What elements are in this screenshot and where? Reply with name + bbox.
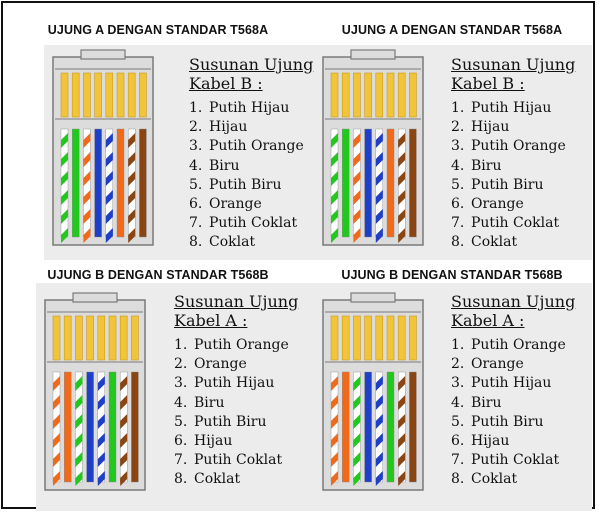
wire-order-item [189,214,313,233]
wire-hijau [387,372,394,482]
wire-order-item [189,137,313,156]
gold-pin [120,316,127,360]
item-number: 1. [174,337,188,353]
item-label: Putih Hijau [471,375,552,392]
gold-pin [376,73,383,117]
wire-base [365,129,372,237]
connector-latch [351,50,395,59]
legend-heading-line2: Kabel A : [451,311,525,330]
item-label: Hijau [194,433,233,450]
item-label: Hijau [209,119,248,136]
wire-order-item [451,374,575,393]
item-number: 5. [451,413,465,430]
gold-pin [128,73,135,117]
legend-heading-line1: Susunan Ujung [189,55,314,74]
wire-base [117,129,124,237]
item-label: Putih Biru [471,176,544,193]
item-label: Biru [194,394,225,411]
item-number: 2. [174,356,188,373]
item-number: 2. [451,356,465,373]
item-label: Putih Orange [471,138,566,155]
gold-pin [353,316,360,360]
wire-order-item [189,157,313,176]
connector-latch [81,50,125,59]
item-number: 8. [451,234,465,251]
wire-putih-orange [53,372,60,486]
gold-pin [53,316,60,360]
wire-coklat [409,129,416,237]
item-number: 3. [174,375,188,392]
wire-order-item [451,99,575,118]
wire-base [387,372,394,482]
wire-order-item [451,336,575,355]
connector-panel [11,258,305,513]
wire-base [139,129,146,237]
gold-pin [109,316,116,360]
gold-pin [376,316,383,360]
wire-putih-biru [98,372,105,486]
legend-heading-line1: Susunan Ujung [451,292,576,311]
wire-putih-hijau [331,129,338,243]
wire-order-item [174,355,298,374]
wire-order-item [189,233,313,252]
wire-order-item [451,432,575,451]
item-number: 4. [451,157,465,174]
wire-coklat [139,129,146,237]
item-label: Hijau [471,119,510,136]
item-number: 1. [189,100,203,116]
item-label: Orange [471,196,524,213]
connector-panel [11,11,314,266]
wire-order-item [189,195,313,214]
wire-biru [365,372,372,482]
item-number: 6. [451,433,465,450]
wire-putih-coklat [398,129,405,243]
item-number: 6. [189,196,203,213]
wire-base [342,129,349,237]
wire-order-item [451,470,575,489]
item-label: Biru [209,157,240,174]
item-label: Hijau [471,433,510,450]
item-label: Coklat [471,471,518,488]
item-number: 5. [189,176,203,193]
figure-frame [1,1,595,509]
wire-coklat [131,372,138,482]
wire-order-item [451,355,575,374]
item-label: Putih Biru [471,413,544,430]
item-number: 8. [189,234,203,251]
wire-order-legend [174,292,298,490]
wire-base [409,129,416,237]
wire-putih-orange [331,372,338,486]
wire-putih-coklat [128,129,135,243]
wire-putih-hijau [75,372,82,486]
wire-base [365,372,372,482]
wire-order-item [174,470,298,489]
item-label: Biru [471,394,502,411]
item-number: 7. [451,452,465,469]
wire-biru [365,129,372,237]
gold-pin [331,316,338,360]
gold-pin [98,316,105,360]
connector-latch [351,293,395,302]
wire-orange [387,129,394,237]
wire-order-item [451,394,575,413]
panel-title: UJUNG B DENGAN STANDAR T568B [47,268,269,282]
legend-heading-line1: Susunan Ujung [451,55,576,74]
connector-panel [305,258,599,513]
gold-pin [342,73,349,117]
item-number: 3. [189,138,203,155]
gold-pin [64,316,71,360]
panel-title: UJUNG A DENGAN STANDAR T568A [341,23,563,37]
gold-pin [75,316,82,360]
wire-order-item [451,118,575,137]
wire-orange [342,372,349,482]
item-number: 8. [451,471,465,488]
connector-latch [73,293,117,302]
gold-pin [342,316,349,360]
gold-pin [365,73,372,117]
wire-order-list [189,99,313,253]
item-number: 6. [174,433,188,450]
wire-order-item [189,99,313,118]
item-label: Orange [471,356,524,373]
wire-order-item [174,374,298,393]
wire-order-item [451,137,575,156]
gold-pin [95,73,102,117]
gold-pin [409,316,416,360]
wire-putih-orange [83,129,90,243]
gold-pin [106,73,113,117]
wire-hijau [109,372,116,482]
wire-order-item [451,214,575,233]
item-label: Coklat [209,234,256,251]
wire-base [409,372,416,482]
item-number: 3. [451,138,465,155]
wire-order-item [189,118,313,137]
item-label: Orange [194,356,247,373]
item-label: Putih Coklat [471,215,560,232]
item-number: 1. [451,337,465,353]
legend-heading-line1: Susunan Ujung [174,292,299,311]
rj45-connector [321,49,425,247]
legend-heading-line2: Kabel A : [174,311,248,330]
wire-order-list [451,336,575,490]
item-number: 7. [451,215,465,232]
gold-pin [409,73,416,117]
wire-base [109,372,116,482]
gold-pin [387,316,394,360]
gold-pin [331,73,338,117]
gold-pin [387,73,394,117]
item-number: 5. [174,413,188,430]
wire-order-list [174,336,298,490]
gold-pin [61,73,68,117]
wire-base [72,129,79,237]
rj45-connector [321,292,425,492]
wire-base [387,129,394,237]
gold-pin [87,316,94,360]
wire-order-item [451,176,575,195]
wire-coklat [409,372,416,482]
wire-order-item [174,451,298,470]
wire-order-item [451,195,575,214]
connector-panel [305,11,599,266]
wire-putih-coklat [398,372,405,486]
gold-pin [72,73,79,117]
gold-pin [117,73,124,117]
panel-title: UJUNG B DENGAN STANDAR T568B [341,268,563,282]
wire-order-item [174,336,298,355]
item-label: Putih Biru [194,413,267,430]
wire-order-legend [451,55,575,253]
item-label: Putih Hijau [209,100,290,116]
item-number: 4. [174,394,188,411]
gold-pin [83,73,90,117]
gold-pin [398,73,405,117]
item-number: 5. [451,176,465,193]
item-number: 7. [189,215,203,232]
gold-pin [131,316,138,360]
item-number: 3. [451,375,465,392]
item-label: Putih Biru [209,176,282,193]
wire-orange [64,372,71,482]
gold-pin [365,316,372,360]
wire-base [95,129,102,237]
wire-putih-orange [353,129,360,243]
item-label: Orange [209,196,262,213]
wire-order-item [451,413,575,432]
wire-putih-biru [376,129,383,243]
panel-title: UJUNG A DENGAN STANDAR T568A [47,23,269,37]
item-label: Putih Hijau [194,375,275,392]
wire-order-item [189,176,313,195]
item-number: 6. [451,196,465,213]
rj45-connector [51,49,155,247]
item-number: 1. [451,100,465,116]
item-label: Coklat [471,234,518,251]
rj45-connector [43,292,147,492]
legend-heading-line2: Kabel B : [451,74,525,93]
item-number: 4. [189,157,203,174]
wire-order-item [174,394,298,413]
wire-hijau [342,129,349,237]
item-label: Putih Orange [194,337,289,353]
wire-order-item [174,413,298,432]
item-label: Coklat [194,471,241,488]
wire-order-item [174,432,298,451]
wire-base [64,372,71,482]
wire-base [342,372,349,482]
item-number: 2. [189,119,203,136]
gold-pin [353,73,360,117]
wire-order-legend [189,55,313,253]
item-number: 7. [174,452,188,469]
item-label: Putih Coklat [209,215,298,232]
wire-order-item [451,157,575,176]
wire-biru [95,129,102,237]
wire-putih-biru [376,372,383,486]
wire-order-item [451,451,575,470]
item-label: Putih Orange [471,337,566,353]
wire-order-item [451,233,575,252]
wire-order-legend [451,292,575,490]
item-number: 4. [451,394,465,411]
wire-order-list [451,99,575,253]
wire-putih-coklat [120,372,127,486]
item-label: Putih Coklat [471,452,560,469]
gold-pin [398,316,405,360]
wire-orange [117,129,124,237]
wire-putih-hijau [353,372,360,486]
wire-putih-hijau [61,129,68,243]
wire-base [131,372,138,482]
item-label: Biru [471,157,502,174]
item-number: 2. [451,119,465,136]
item-label: Putih Orange [209,138,304,155]
wire-hijau [72,129,79,237]
item-label: Putih Hijau [471,100,552,116]
wire-biru [87,372,94,482]
wire-base [87,372,94,482]
wire-putih-biru [106,129,113,243]
gold-pin [139,73,146,117]
item-number: 8. [174,471,188,488]
legend-heading-line2: Kabel B : [189,74,263,93]
item-label: Putih Coklat [194,452,283,469]
